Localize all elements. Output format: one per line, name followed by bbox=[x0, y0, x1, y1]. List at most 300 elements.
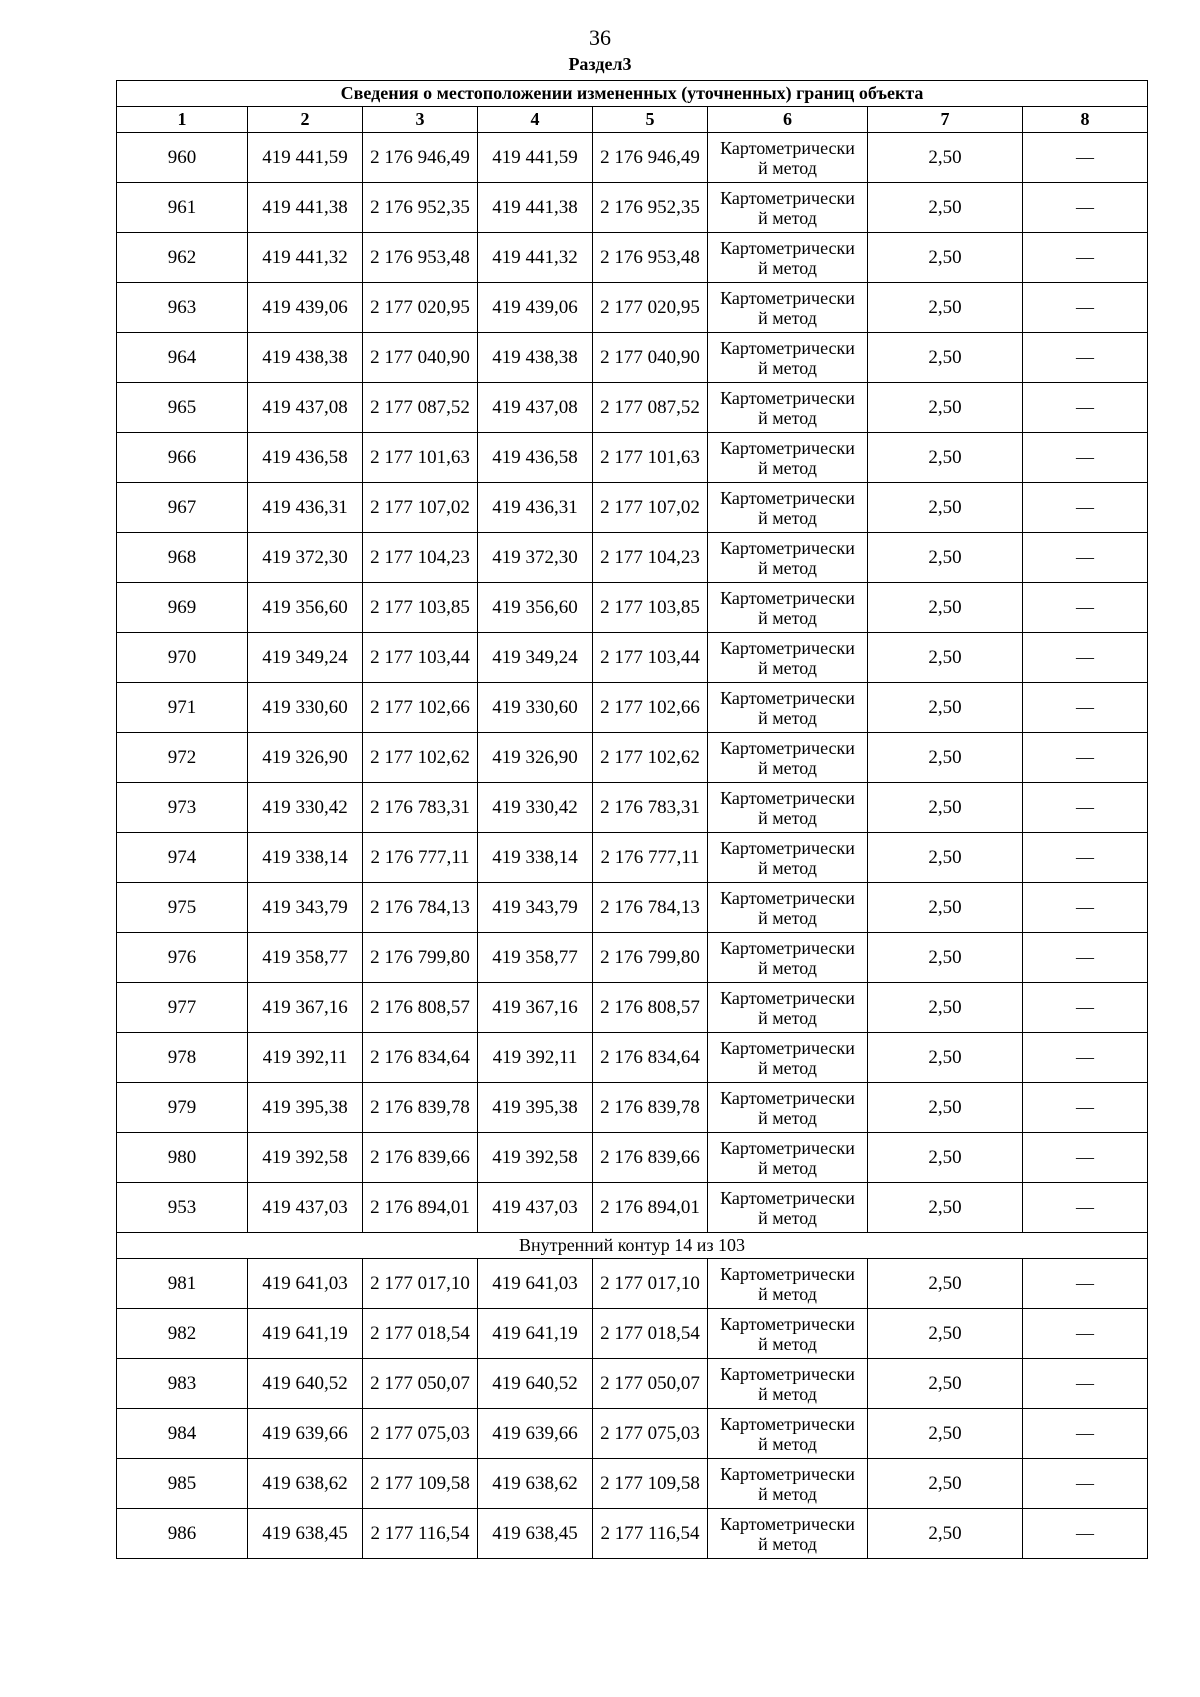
y-coordinate-cell: 2 177 104,23 bbox=[593, 533, 708, 583]
y-coordinate-cell: 2 177 107,02 bbox=[363, 483, 478, 533]
note-cell: — bbox=[1023, 533, 1148, 583]
point-number-cell: 983 bbox=[117, 1359, 248, 1409]
point-number-cell: 986 bbox=[117, 1509, 248, 1559]
method-text-line1: Картометрически bbox=[720, 1187, 855, 1208]
method-cell bbox=[708, 1309, 868, 1359]
coordinates-table bbox=[116, 80, 1148, 1559]
x-coordinate-cell: 419 343,79 bbox=[248, 883, 363, 933]
method-text-line2: й метод bbox=[758, 507, 817, 528]
note-cell: — bbox=[1023, 933, 1148, 983]
method-text-line2: й метод bbox=[758, 1157, 817, 1178]
point-number-cell: 967 bbox=[117, 483, 248, 533]
table-row bbox=[117, 1033, 1148, 1083]
method-text-line2: й метод bbox=[758, 307, 817, 328]
x-coordinate-cell: 419 638,62 bbox=[478, 1459, 593, 1509]
method-text-line1: Картометрически bbox=[720, 987, 855, 1008]
table-row bbox=[117, 883, 1148, 933]
table-row bbox=[117, 833, 1148, 883]
table-row bbox=[117, 783, 1148, 833]
table-row bbox=[117, 933, 1148, 983]
x-coordinate-cell: 419 436,58 bbox=[248, 433, 363, 483]
point-number-cell: 969 bbox=[117, 583, 248, 633]
column-number: 4 bbox=[478, 107, 593, 133]
method-cell bbox=[708, 133, 868, 183]
column-number: 2 bbox=[248, 107, 363, 133]
method-text-line1: Картометрически bbox=[720, 487, 855, 508]
accuracy-cell: 2,50 bbox=[868, 633, 1023, 683]
accuracy-cell: 2,50 bbox=[868, 183, 1023, 233]
note-cell: — bbox=[1023, 1133, 1148, 1183]
y-coordinate-cell: 2 176 783,31 bbox=[363, 783, 478, 833]
y-coordinate-cell: 2 176 799,80 bbox=[363, 933, 478, 983]
method-text-line1: Картометрически bbox=[720, 237, 855, 258]
method-text-line2: й метод bbox=[758, 807, 817, 828]
table-row bbox=[117, 1259, 1148, 1309]
method-text-line1: Картометрически bbox=[720, 1087, 855, 1108]
y-coordinate-cell: 2 177 102,62 bbox=[363, 733, 478, 783]
y-coordinate-cell: 2 177 040,90 bbox=[363, 333, 478, 383]
method-cell bbox=[708, 183, 868, 233]
note-cell: — bbox=[1023, 1459, 1148, 1509]
accuracy-cell: 2,50 bbox=[868, 883, 1023, 933]
column-number: 1 bbox=[117, 107, 248, 133]
y-coordinate-cell: 2 177 116,54 bbox=[363, 1509, 478, 1559]
point-number-cell: 985 bbox=[117, 1459, 248, 1509]
note-cell: — bbox=[1023, 283, 1148, 333]
y-coordinate-cell: 2 176 799,80 bbox=[593, 933, 708, 983]
method-text-line1: Картометрически bbox=[720, 937, 855, 958]
note-cell: — bbox=[1023, 433, 1148, 483]
note-cell: — bbox=[1023, 883, 1148, 933]
y-coordinate-cell: 2 177 020,95 bbox=[593, 283, 708, 333]
section-title: Раздел3 bbox=[568, 54, 632, 74]
x-coordinate-cell: 419 641,19 bbox=[478, 1309, 593, 1359]
x-coordinate-cell: 419 441,38 bbox=[478, 183, 593, 233]
y-coordinate-cell: 2 176 834,64 bbox=[593, 1033, 708, 1083]
y-coordinate-cell: 2 177 109,58 bbox=[363, 1459, 478, 1509]
method-text-line2: й метод bbox=[758, 1383, 817, 1404]
method-text-line1: Картометрически bbox=[720, 637, 855, 658]
accuracy-cell: 2,50 bbox=[868, 433, 1023, 483]
point-number-cell: 961 bbox=[117, 183, 248, 233]
method-text-line2: й метод bbox=[758, 1283, 817, 1304]
x-coordinate-cell: 419 436,58 bbox=[478, 433, 593, 483]
x-coordinate-cell: 419 441,59 bbox=[248, 133, 363, 183]
point-number-cell: 977 bbox=[117, 983, 248, 1033]
x-coordinate-cell: 419 349,24 bbox=[478, 633, 593, 683]
x-coordinate-cell: 419 372,30 bbox=[478, 533, 593, 583]
method-cell bbox=[708, 1509, 868, 1559]
note-cell: — bbox=[1023, 1033, 1148, 1083]
table-row bbox=[117, 333, 1148, 383]
accuracy-cell: 2,50 bbox=[868, 983, 1023, 1033]
method-text-line2: й метод bbox=[758, 1533, 817, 1554]
table-row bbox=[117, 1509, 1148, 1559]
table-row bbox=[117, 1459, 1148, 1509]
x-coordinate-cell: 419 639,66 bbox=[478, 1409, 593, 1459]
y-coordinate-cell: 2 177 103,44 bbox=[363, 633, 478, 683]
table-row bbox=[117, 283, 1148, 333]
point-number-cell: 980 bbox=[117, 1133, 248, 1183]
y-coordinate-cell: 2 176 808,57 bbox=[593, 983, 708, 1033]
accuracy-cell: 2,50 bbox=[868, 683, 1023, 733]
accuracy-cell: 2,50 bbox=[868, 733, 1023, 783]
y-coordinate-cell: 2 176 952,35 bbox=[363, 183, 478, 233]
point-number-cell: 972 bbox=[117, 733, 248, 783]
x-coordinate-cell: 419 437,08 bbox=[478, 383, 593, 433]
accuracy-cell: 2,50 bbox=[868, 583, 1023, 633]
accuracy-cell: 2,50 bbox=[868, 783, 1023, 833]
x-coordinate-cell: 419 441,59 bbox=[478, 133, 593, 183]
accuracy-cell: 2,50 bbox=[868, 1259, 1023, 1309]
x-coordinate-cell: 419 437,03 bbox=[478, 1183, 593, 1233]
note-cell: — bbox=[1023, 683, 1148, 733]
y-coordinate-cell: 2 177 103,44 bbox=[593, 633, 708, 683]
method-cell bbox=[708, 983, 868, 1033]
method-text-line2: й метод bbox=[758, 257, 817, 278]
method-text-line1: Картометрически bbox=[720, 687, 855, 708]
y-coordinate-cell: 2 177 018,54 bbox=[593, 1309, 708, 1359]
accuracy-cell: 2,50 bbox=[868, 1409, 1023, 1459]
method-cell bbox=[708, 383, 868, 433]
table-row bbox=[117, 183, 1148, 233]
method-cell bbox=[708, 1183, 868, 1233]
table-row bbox=[117, 1359, 1148, 1409]
note-cell: — bbox=[1023, 1183, 1148, 1233]
y-coordinate-cell: 2 177 103,85 bbox=[593, 583, 708, 633]
y-coordinate-cell: 2 177 102,62 bbox=[593, 733, 708, 783]
method-cell bbox=[708, 233, 868, 283]
point-number-cell: 963 bbox=[117, 283, 248, 333]
method-text-line1: Картометрически bbox=[720, 437, 855, 458]
point-number-cell: 982 bbox=[117, 1309, 248, 1359]
method-cell bbox=[708, 1133, 868, 1183]
y-coordinate-cell: 2 176 946,49 bbox=[363, 133, 478, 183]
y-coordinate-cell: 2 177 018,54 bbox=[363, 1309, 478, 1359]
method-text-line1: Картометрически bbox=[720, 587, 855, 608]
y-coordinate-cell: 2 177 107,02 bbox=[593, 483, 708, 533]
method-cell bbox=[708, 683, 868, 733]
column-number: 6 bbox=[708, 107, 868, 133]
table-row bbox=[117, 483, 1148, 533]
method-cell bbox=[708, 1083, 868, 1133]
note-cell: — bbox=[1023, 233, 1148, 283]
point-number-cell: 984 bbox=[117, 1409, 248, 1459]
method-text-line1: Картометрически bbox=[720, 1413, 855, 1434]
note-cell: — bbox=[1023, 1309, 1148, 1359]
y-coordinate-cell: 2 176 834,64 bbox=[363, 1033, 478, 1083]
method-text-line2: й метод bbox=[758, 757, 817, 778]
y-coordinate-cell: 2 177 087,52 bbox=[593, 383, 708, 433]
note-cell: — bbox=[1023, 783, 1148, 833]
y-coordinate-cell: 2 177 102,66 bbox=[593, 683, 708, 733]
x-coordinate-cell: 419 438,38 bbox=[248, 333, 363, 383]
note-cell: — bbox=[1023, 333, 1148, 383]
table-row bbox=[117, 433, 1148, 483]
table-row bbox=[117, 683, 1148, 733]
page-number: 36 bbox=[589, 25, 611, 50]
x-coordinate-cell: 419 349,24 bbox=[248, 633, 363, 683]
y-coordinate-cell: 2 177 101,63 bbox=[363, 433, 478, 483]
y-coordinate-cell: 2 176 783,31 bbox=[593, 783, 708, 833]
method-text-line2: й метод bbox=[758, 1207, 817, 1228]
method-text-line2: й метод bbox=[758, 357, 817, 378]
y-coordinate-cell: 2 177 020,95 bbox=[363, 283, 478, 333]
method-cell bbox=[708, 433, 868, 483]
column-number: 8 bbox=[1023, 107, 1148, 133]
column-number: 3 bbox=[363, 107, 478, 133]
y-coordinate-cell: 2 177 017,10 bbox=[593, 1259, 708, 1309]
point-number-cell: 966 bbox=[117, 433, 248, 483]
accuracy-cell: 2,50 bbox=[868, 283, 1023, 333]
method-text-line2: й метод bbox=[758, 207, 817, 228]
y-coordinate-cell: 2 177 104,23 bbox=[363, 533, 478, 583]
accuracy-cell: 2,50 bbox=[868, 233, 1023, 283]
method-text-line1: Картометрически bbox=[720, 337, 855, 358]
method-text-line2: й метод bbox=[758, 657, 817, 678]
accuracy-cell: 2,50 bbox=[868, 933, 1023, 983]
y-coordinate-cell: 2 176 808,57 bbox=[363, 983, 478, 1033]
y-coordinate-cell: 2 176 953,48 bbox=[593, 233, 708, 283]
table-row bbox=[117, 983, 1148, 1033]
method-cell bbox=[708, 283, 868, 333]
contour-label: Внутренний контур 14 из 103 bbox=[117, 1233, 1148, 1259]
method-cell bbox=[708, 733, 868, 783]
y-coordinate-cell: 2 176 784,13 bbox=[363, 883, 478, 933]
table-row bbox=[117, 1309, 1148, 1359]
x-coordinate-cell: 419 641,03 bbox=[248, 1259, 363, 1309]
note-cell: — bbox=[1023, 983, 1148, 1033]
method-text-line1: Картометрически bbox=[720, 1513, 855, 1534]
method-cell bbox=[708, 333, 868, 383]
method-cell bbox=[708, 1359, 868, 1409]
method-text-line2: й метод bbox=[758, 557, 817, 578]
table-row bbox=[117, 583, 1148, 633]
method-text-line2: й метод bbox=[758, 1107, 817, 1128]
note-cell: — bbox=[1023, 1509, 1148, 1559]
x-coordinate-cell: 419 356,60 bbox=[248, 583, 363, 633]
method-cell bbox=[708, 483, 868, 533]
x-coordinate-cell: 419 367,16 bbox=[478, 983, 593, 1033]
y-coordinate-cell: 2 177 102,66 bbox=[363, 683, 478, 733]
note-cell: — bbox=[1023, 583, 1148, 633]
point-number-cell: 971 bbox=[117, 683, 248, 733]
accuracy-cell: 2,50 bbox=[868, 1509, 1023, 1559]
x-coordinate-cell: 419 392,11 bbox=[248, 1033, 363, 1083]
x-coordinate-cell: 419 436,31 bbox=[478, 483, 593, 533]
accuracy-cell: 2,50 bbox=[868, 1309, 1023, 1359]
y-coordinate-cell: 2 177 017,10 bbox=[363, 1259, 478, 1309]
accuracy-cell: 2,50 bbox=[868, 833, 1023, 883]
method-text-line1: Картометрически bbox=[720, 1037, 855, 1058]
method-cell bbox=[708, 1033, 868, 1083]
point-number-cell: 964 bbox=[117, 333, 248, 383]
note-cell: — bbox=[1023, 1083, 1148, 1133]
method-text-line1: Картометрически bbox=[720, 187, 855, 208]
x-coordinate-cell: 419 638,45 bbox=[478, 1509, 593, 1559]
x-coordinate-cell: 419 356,60 bbox=[478, 583, 593, 633]
x-coordinate-cell: 419 358,77 bbox=[478, 933, 593, 983]
contour-row bbox=[117, 1233, 1148, 1259]
x-coordinate-cell: 419 358,77 bbox=[248, 933, 363, 983]
accuracy-cell: 2,50 bbox=[868, 133, 1023, 183]
note-cell: — bbox=[1023, 733, 1148, 783]
method-text-line1: Картометрически bbox=[720, 1263, 855, 1284]
x-coordinate-cell: 419 438,38 bbox=[478, 333, 593, 383]
method-text-line1: Картометрически bbox=[720, 387, 855, 408]
table-row bbox=[117, 1183, 1148, 1233]
x-coordinate-cell: 419 437,08 bbox=[248, 383, 363, 433]
x-coordinate-cell: 419 330,60 bbox=[478, 683, 593, 733]
y-coordinate-cell: 2 176 952,35 bbox=[593, 183, 708, 233]
y-coordinate-cell: 2 176 777,11 bbox=[363, 833, 478, 883]
method-text-line1: Картометрически bbox=[720, 537, 855, 558]
x-coordinate-cell: 419 343,79 bbox=[478, 883, 593, 933]
method-text-line2: й метод bbox=[758, 157, 817, 178]
note-cell: — bbox=[1023, 633, 1148, 683]
column-number: 7 bbox=[868, 107, 1023, 133]
point-number-cell: 965 bbox=[117, 383, 248, 433]
x-coordinate-cell: 419 640,52 bbox=[248, 1359, 363, 1409]
y-coordinate-cell: 2 176 784,13 bbox=[593, 883, 708, 933]
method-text-line2: й метод bbox=[758, 407, 817, 428]
x-coordinate-cell: 419 639,66 bbox=[248, 1409, 363, 1459]
x-coordinate-cell: 419 441,32 bbox=[478, 233, 593, 283]
accuracy-cell: 2,50 bbox=[868, 1033, 1023, 1083]
accuracy-cell: 2,50 bbox=[868, 383, 1023, 433]
y-coordinate-cell: 2 177 116,54 bbox=[593, 1509, 708, 1559]
y-coordinate-cell: 2 177 087,52 bbox=[363, 383, 478, 433]
note-cell: — bbox=[1023, 133, 1148, 183]
method-text-line1: Картометрически bbox=[720, 1363, 855, 1384]
y-coordinate-cell: 2 176 953,48 bbox=[363, 233, 478, 283]
method-cell bbox=[708, 1259, 868, 1309]
method-text-line1: Картометрически bbox=[720, 1137, 855, 1158]
y-coordinate-cell: 2 176 839,66 bbox=[363, 1133, 478, 1183]
x-coordinate-cell: 419 326,90 bbox=[248, 733, 363, 783]
note-cell: — bbox=[1023, 1259, 1148, 1309]
note-cell: — bbox=[1023, 833, 1148, 883]
x-coordinate-cell: 419 330,42 bbox=[478, 783, 593, 833]
point-number-cell: 978 bbox=[117, 1033, 248, 1083]
x-coordinate-cell: 419 392,58 bbox=[478, 1133, 593, 1183]
x-coordinate-cell: 419 326,90 bbox=[478, 733, 593, 783]
x-coordinate-cell: 419 338,14 bbox=[248, 833, 363, 883]
y-coordinate-cell: 2 177 109,58 bbox=[593, 1459, 708, 1509]
method-cell bbox=[708, 633, 868, 683]
y-coordinate-cell: 2 176 839,78 bbox=[363, 1083, 478, 1133]
x-coordinate-cell: 419 392,58 bbox=[248, 1133, 363, 1183]
method-text-line2: й метод bbox=[758, 607, 817, 628]
method-text-line2: й метод bbox=[758, 1007, 817, 1028]
table-row bbox=[117, 1133, 1148, 1183]
method-text-line2: й метод bbox=[758, 1433, 817, 1454]
method-text-line1: Картометрически bbox=[720, 137, 855, 158]
method-text-line1: Картометрически bbox=[720, 737, 855, 758]
table-row bbox=[117, 383, 1148, 433]
x-coordinate-cell: 419 641,19 bbox=[248, 1309, 363, 1359]
point-number-cell: 981 bbox=[117, 1259, 248, 1309]
note-cell: — bbox=[1023, 383, 1148, 433]
x-coordinate-cell: 419 638,45 bbox=[248, 1509, 363, 1559]
table-row bbox=[117, 533, 1148, 583]
column-number: 5 bbox=[593, 107, 708, 133]
method-cell bbox=[708, 533, 868, 583]
method-text-line1: Картометрически bbox=[720, 287, 855, 308]
note-cell: — bbox=[1023, 183, 1148, 233]
accuracy-cell: 2,50 bbox=[868, 1359, 1023, 1409]
table-body bbox=[117, 133, 1148, 1559]
column-number-row bbox=[117, 107, 1148, 133]
method-cell bbox=[708, 583, 868, 633]
method-text-line2: й метод bbox=[758, 907, 817, 928]
method-text-line2: й метод bbox=[758, 1333, 817, 1354]
y-coordinate-cell: 2 176 894,01 bbox=[363, 1183, 478, 1233]
method-text-line2: й метод bbox=[758, 457, 817, 478]
y-coordinate-cell: 2 177 101,63 bbox=[593, 433, 708, 483]
x-coordinate-cell: 419 367,16 bbox=[248, 983, 363, 1033]
method-cell bbox=[708, 1459, 868, 1509]
point-number-cell: 953 bbox=[117, 1183, 248, 1233]
y-coordinate-cell: 2 177 103,85 bbox=[363, 583, 478, 633]
point-number-cell: 976 bbox=[117, 933, 248, 983]
accuracy-cell: 2,50 bbox=[868, 333, 1023, 383]
x-coordinate-cell: 419 638,62 bbox=[248, 1459, 363, 1509]
x-coordinate-cell: 419 330,60 bbox=[248, 683, 363, 733]
accuracy-cell: 2,50 bbox=[868, 1459, 1023, 1509]
point-number-cell: 960 bbox=[117, 133, 248, 183]
point-number-cell: 974 bbox=[117, 833, 248, 883]
y-coordinate-cell: 2 177 075,03 bbox=[593, 1409, 708, 1459]
x-coordinate-cell: 419 436,31 bbox=[248, 483, 363, 533]
method-text-line2: й метод bbox=[758, 857, 817, 878]
table-row bbox=[117, 633, 1148, 683]
y-coordinate-cell: 2 177 050,07 bbox=[363, 1359, 478, 1409]
point-number-cell: 968 bbox=[117, 533, 248, 583]
y-coordinate-cell: 2 177 050,07 bbox=[593, 1359, 708, 1409]
y-coordinate-cell: 2 176 839,66 bbox=[593, 1133, 708, 1183]
table-row bbox=[117, 1083, 1148, 1133]
x-coordinate-cell: 419 640,52 bbox=[478, 1359, 593, 1409]
method-text-line1: Картометрически bbox=[720, 1313, 855, 1334]
y-coordinate-cell: 2 177 075,03 bbox=[363, 1409, 478, 1459]
table-row bbox=[117, 233, 1148, 283]
table-title: Сведения о местоположении измененных (уточненных) границ объекта bbox=[117, 81, 1148, 107]
y-coordinate-cell: 2 176 894,01 bbox=[593, 1183, 708, 1233]
method-text-line1: Картометрически bbox=[720, 1463, 855, 1484]
note-cell: — bbox=[1023, 1359, 1148, 1409]
x-coordinate-cell: 419 338,14 bbox=[478, 833, 593, 883]
method-text-line1: Картометрически bbox=[720, 837, 855, 858]
accuracy-cell: 2,50 bbox=[868, 1083, 1023, 1133]
accuracy-cell: 2,50 bbox=[868, 483, 1023, 533]
y-coordinate-cell: 2 177 040,90 bbox=[593, 333, 708, 383]
x-coordinate-cell: 419 395,38 bbox=[478, 1083, 593, 1133]
accuracy-cell: 2,50 bbox=[868, 533, 1023, 583]
method-cell bbox=[708, 933, 868, 983]
y-coordinate-cell: 2 176 839,78 bbox=[593, 1083, 708, 1133]
x-coordinate-cell: 419 439,06 bbox=[478, 283, 593, 333]
x-coordinate-cell: 419 441,32 bbox=[248, 233, 363, 283]
note-cell: — bbox=[1023, 1409, 1148, 1459]
x-coordinate-cell: 419 330,42 bbox=[248, 783, 363, 833]
y-coordinate-cell: 2 176 946,49 bbox=[593, 133, 708, 183]
table-row bbox=[117, 1409, 1148, 1459]
table-row bbox=[117, 133, 1148, 183]
x-coordinate-cell: 419 641,03 bbox=[478, 1259, 593, 1309]
method-text-line2: й метод bbox=[758, 1057, 817, 1078]
method-cell bbox=[708, 783, 868, 833]
